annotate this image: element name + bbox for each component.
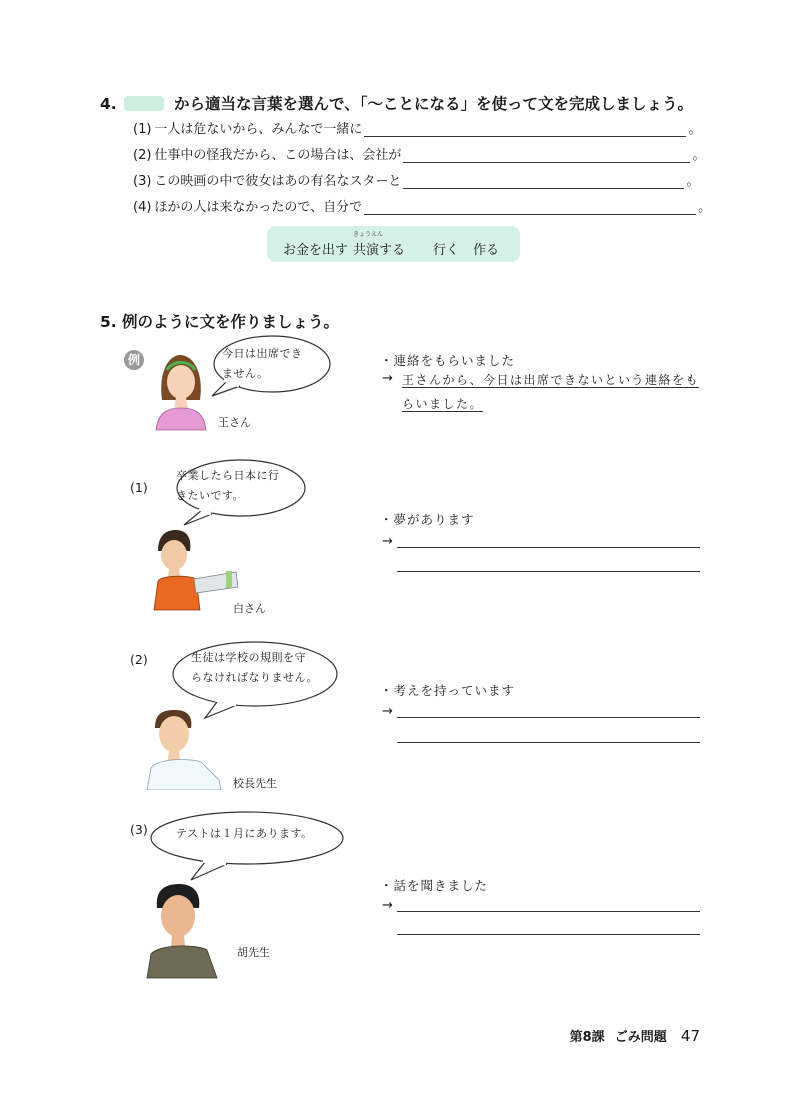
question-number: 4.: [100, 95, 117, 113]
speech-line: ません。: [222, 367, 269, 380]
item-number: (1): [130, 480, 148, 495]
page-footer: [570, 1026, 700, 1045]
exercise-item-2: [133, 144, 705, 163]
exercise-item-4: [133, 196, 711, 215]
speech-line: テストは１月にあります。: [176, 827, 313, 840]
question-instruction: 例のように文を作りましょう。: [122, 313, 340, 331]
item-number: (1): [133, 122, 152, 137]
word-choice: 共演する: [353, 243, 406, 258]
answer-line-1[interactable]: [397, 547, 700, 548]
item-number: (3): [130, 822, 148, 837]
hint-text: ・夢があります: [380, 512, 475, 527]
item-text: ほかの人は来なかったので、自分で: [154, 200, 363, 215]
word-choice: 作る: [473, 243, 500, 258]
speech-text: [176, 466, 280, 506]
answer-line-2[interactable]: [397, 934, 700, 935]
speech-line: らなければなりません。: [191, 671, 319, 684]
answer-line: 王さんから、今日は出席できないという連絡をも: [402, 373, 700, 387]
answer-line-2[interactable]: [397, 742, 700, 743]
answer-blank[interactable]: [364, 200, 696, 215]
word-box-reference-chip: [124, 96, 164, 111]
question-4-title: [100, 92, 693, 114]
question-number: 5.: [100, 313, 117, 331]
answer-line-2[interactable]: [397, 571, 700, 572]
hint-text: ・考えを持っています: [380, 683, 516, 698]
lesson-number: 第8課: [569, 1030, 605, 1045]
character-name: 白さん: [233, 602, 266, 615]
question-instruction: から適当な言葉を選んで、「～ことになる」を使って文を完成しましょう。: [174, 95, 693, 113]
item-period: 。: [686, 174, 700, 189]
item-text: この映画の中で彼女はあの有名なスターと: [154, 174, 402, 189]
question-5-title: [100, 310, 339, 332]
answer-line-1[interactable]: [397, 717, 700, 718]
speech-text: [176, 824, 313, 844]
item-period: 。: [692, 148, 706, 163]
item-text: 仕事中の怪我だから、この場合は、会社が: [154, 148, 402, 163]
speech-line: 生徒は学校の規則を守: [191, 651, 306, 664]
word-choice: 行く: [433, 243, 460, 258]
example-badge: 例: [124, 350, 144, 370]
speech-line: 今日は出席でき: [222, 347, 303, 360]
principal-figure-icon: [147, 710, 221, 790]
item-number: (4): [133, 200, 152, 215]
teacher-figure-icon: [147, 884, 217, 978]
item-number: (2): [130, 652, 148, 667]
item-period: 。: [688, 122, 702, 137]
example-answer: [402, 368, 699, 416]
item-number: (2): [133, 148, 152, 163]
boy-figure-icon: [154, 530, 238, 610]
exercise-item-3: [133, 170, 699, 189]
hint-text: ・話を聞きました: [380, 878, 489, 893]
arrow-icon: →: [382, 534, 393, 549]
arrow-icon: →: [382, 704, 393, 719]
answer-blank[interactable]: [403, 174, 684, 189]
item-period: 。: [698, 200, 712, 215]
girl-figure-icon: [156, 355, 206, 430]
speech-text: [191, 648, 318, 688]
speech-text: [222, 344, 303, 384]
hint-text: ・連絡をもらいました: [380, 353, 516, 368]
word-choice-box: [267, 226, 520, 262]
arrow-icon: →: [382, 371, 393, 386]
character-name: 胡先生: [237, 946, 270, 959]
speech-line: きたいです。: [176, 489, 245, 502]
word-choice: お金を出す: [283, 243, 349, 258]
arrow-icon: →: [382, 898, 393, 913]
lesson-title: ごみ問題: [614, 1030, 667, 1045]
answer-blank[interactable]: [364, 122, 686, 137]
character-name: 王さん: [218, 416, 251, 429]
page-number: 47: [680, 1027, 700, 1045]
furigana: きょうえん: [353, 231, 384, 238]
item-number: (3): [133, 174, 152, 189]
answer-blank[interactable]: [403, 148, 690, 163]
speech-line: 卒業したら日本に行: [176, 469, 280, 482]
item-text: 一人は危ないから、みんなで一緒に: [154, 122, 363, 137]
character-name: 校長先生: [233, 777, 277, 790]
exercise-item-1: [133, 118, 701, 137]
answer-line: らいました。: [402, 397, 484, 411]
answer-line-1[interactable]: [397, 911, 700, 912]
